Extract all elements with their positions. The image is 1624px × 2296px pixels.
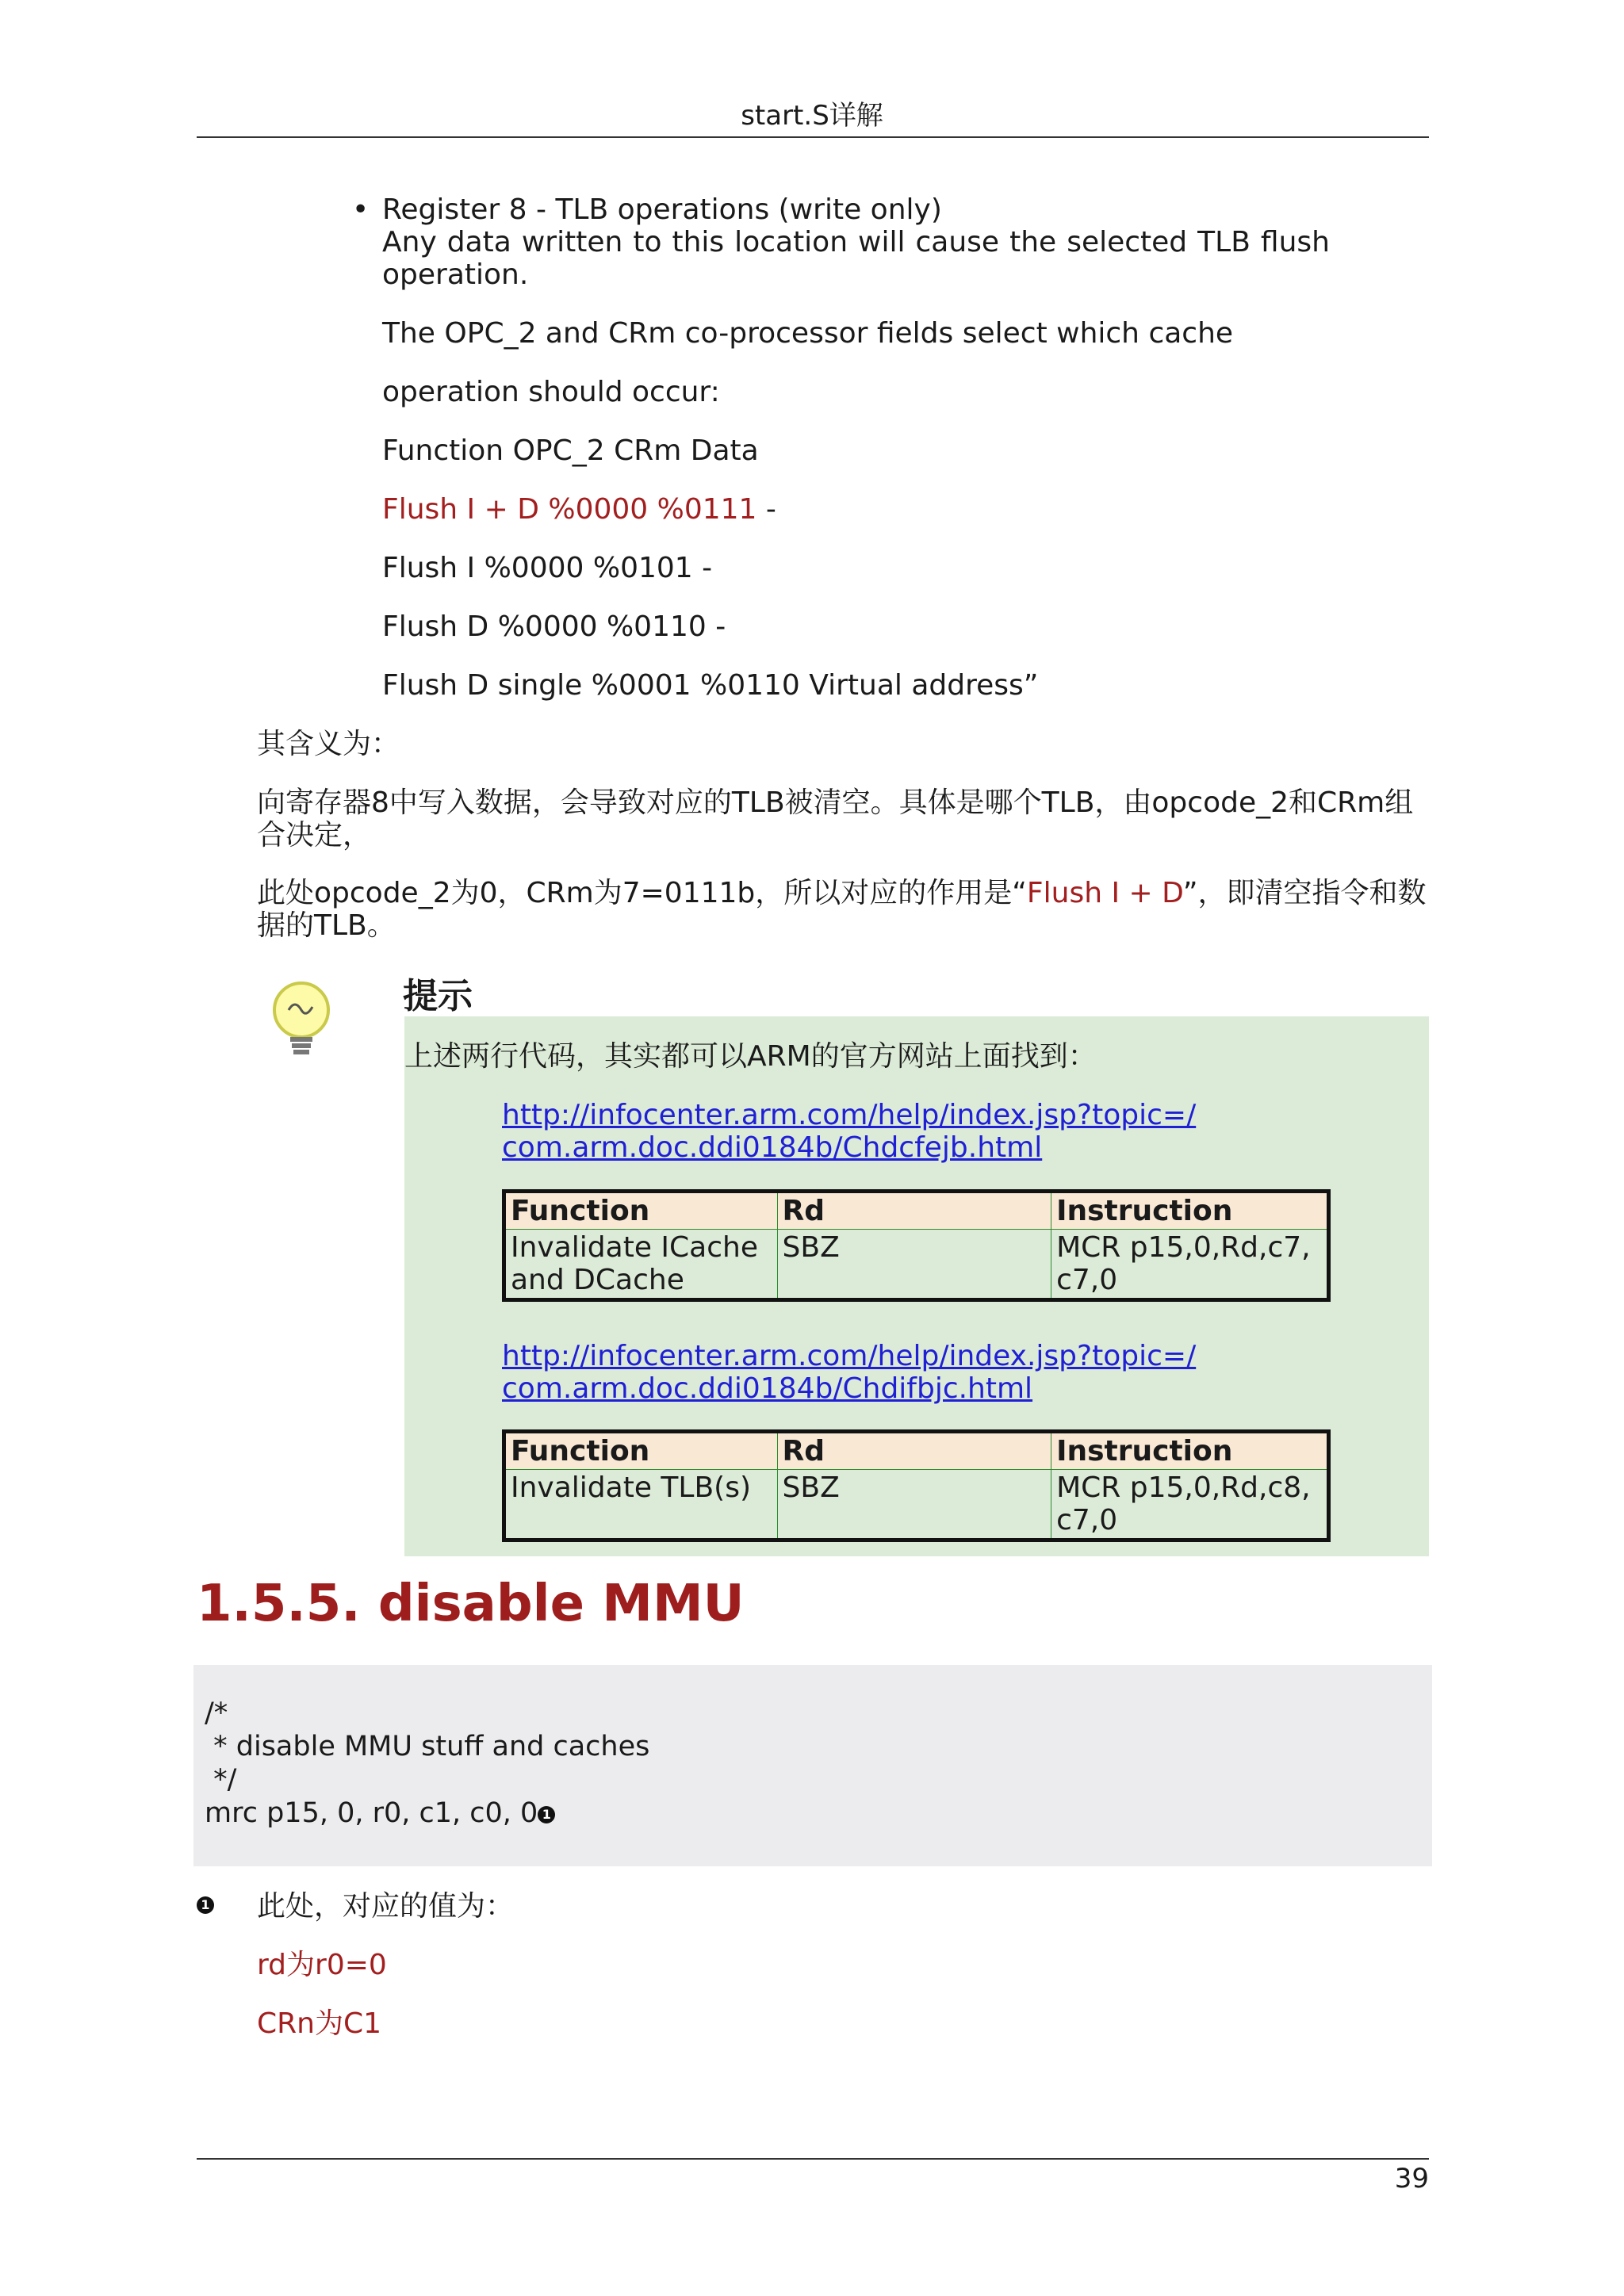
table-cell-rd: SBZ: [777, 1470, 1051, 1540]
register-line-7: Flush D single %0001 %0110 Virtual address”: [382, 669, 1039, 702]
link-2-line-2[interactable]: com.arm.doc.ddi0184b/Chdifbjc.html: [502, 1372, 1033, 1405]
callout-note-marker[interactable]: 1: [197, 1896, 214, 1915]
page-number: 39: [1394, 2163, 1429, 2195]
reference-link-2[interactable]: [502, 1340, 1196, 1405]
bullet-marker: •: [352, 193, 370, 226]
running-header: start.S详解: [741, 100, 883, 132]
table-header-function: Function: [504, 1432, 778, 1470]
table-row: [504, 1230, 1329, 1300]
link-1-line-1[interactable]: http://infocenter.arm.com/help/index.jsp?topic=/: [502, 1099, 1197, 1131]
register-line-1: The OPC_2 and CRm co-processor fields select which cache: [382, 317, 1234, 350]
table-header-instruction: Instruction: [1051, 1192, 1329, 1230]
flush-id-tail: -: [756, 493, 776, 526]
table-header-row: [504, 1432, 1329, 1470]
table-cell-function: Invalidate TLB(s): [504, 1470, 778, 1540]
meaning-paragraph-1: 向寄存器8中写入数据，会导致对应的TLB被清空。具体是哪个TLB，由opcode_2和CRm组合决定，: [257, 786, 1414, 851]
table-header-row: [504, 1192, 1329, 1230]
reference-link-1[interactable]: [502, 1099, 1196, 1164]
flush-id-highlight: Flush I + D %0000 %0111: [382, 493, 757, 526]
table-cell-instruction: MCR p15,0,Rd,c7,c7,0: [1051, 1230, 1329, 1300]
tlb-invalidate-table: [502, 1429, 1331, 1542]
table-cell-rd: SBZ: [777, 1230, 1051, 1300]
code-line-2: * disable MMU stuff and caches: [205, 1731, 650, 1762]
register-line-4: [382, 493, 1330, 526]
lightbulb-icon: [270, 978, 333, 1069]
register-title: Register 8 - TLB operations (write only): [382, 193, 942, 226]
cache-invalidate-table: [502, 1189, 1331, 1302]
footer-rule: [197, 2158, 1429, 2160]
table-cell-instruction: MCR p15,0,Rd,c8,c7,0: [1051, 1470, 1329, 1540]
link-2-line-1[interactable]: http://infocenter.arm.com/help/index.jsp?topic=/: [502, 1340, 1197, 1372]
table-header-rd: Rd: [777, 1432, 1051, 1470]
code-line-3: */: [205, 1764, 237, 1796]
code-callout-marker[interactable]: 1: [538, 1806, 555, 1823]
register-line-3: Function OPC_2 CRm Data: [382, 434, 759, 467]
callout-note-text: 此处，对应的值为：: [257, 1890, 515, 1923]
meaning-p2-start: 此处opcode_2为0，CRm为7=0111b，所以对应的作用是“: [257, 877, 1027, 909]
tip-heading: 提示: [403, 976, 473, 1016]
tip-text: 上述两行代码，其实都可以ARM的官方网站上面找到：: [404, 1040, 1097, 1073]
register-line-5: Flush I %0000 %0101 -: [382, 552, 713, 584]
meaning-intro: 其含义为：: [257, 728, 400, 760]
code-line-1: /*: [205, 1697, 228, 1729]
link-1-line-2[interactable]: com.arm.doc.ddi0184b/Chdcfejb.html: [502, 1131, 1043, 1164]
meaning-p2-end: ”，即清空指令和数据的TLB。: [257, 877, 1427, 942]
table-cell-function: Invalidate ICache and DCache: [504, 1230, 778, 1300]
meaning-p2-highlight: Flush I + D: [1026, 877, 1183, 909]
register-line-2: operation should occur:: [382, 376, 720, 408]
callout-value-crn: CRn为C1: [257, 2007, 382, 2040]
callout-value-rd: rd为r0=0: [257, 1949, 387, 1981]
register-description: Any data written to this location will cause the selected TLB flush operation.: [382, 226, 1330, 291]
table-header-instruction: Instruction: [1051, 1432, 1329, 1470]
table-row: [504, 1470, 1329, 1540]
table-header-function: Function: [504, 1192, 778, 1230]
section-heading: 1.5.5. disable MMU: [197, 1575, 745, 1633]
table-header-rd: Rd: [777, 1192, 1051, 1230]
code-listing: [205, 1697, 649, 1830]
register-line-6: Flush D %0000 %0110 -: [382, 610, 726, 643]
meaning-paragraph-2: [257, 877, 1429, 942]
code-line-4: mrc p15, 0, r0, c1, c0, 0: [205, 1797, 538, 1829]
header-rule: [197, 136, 1429, 138]
